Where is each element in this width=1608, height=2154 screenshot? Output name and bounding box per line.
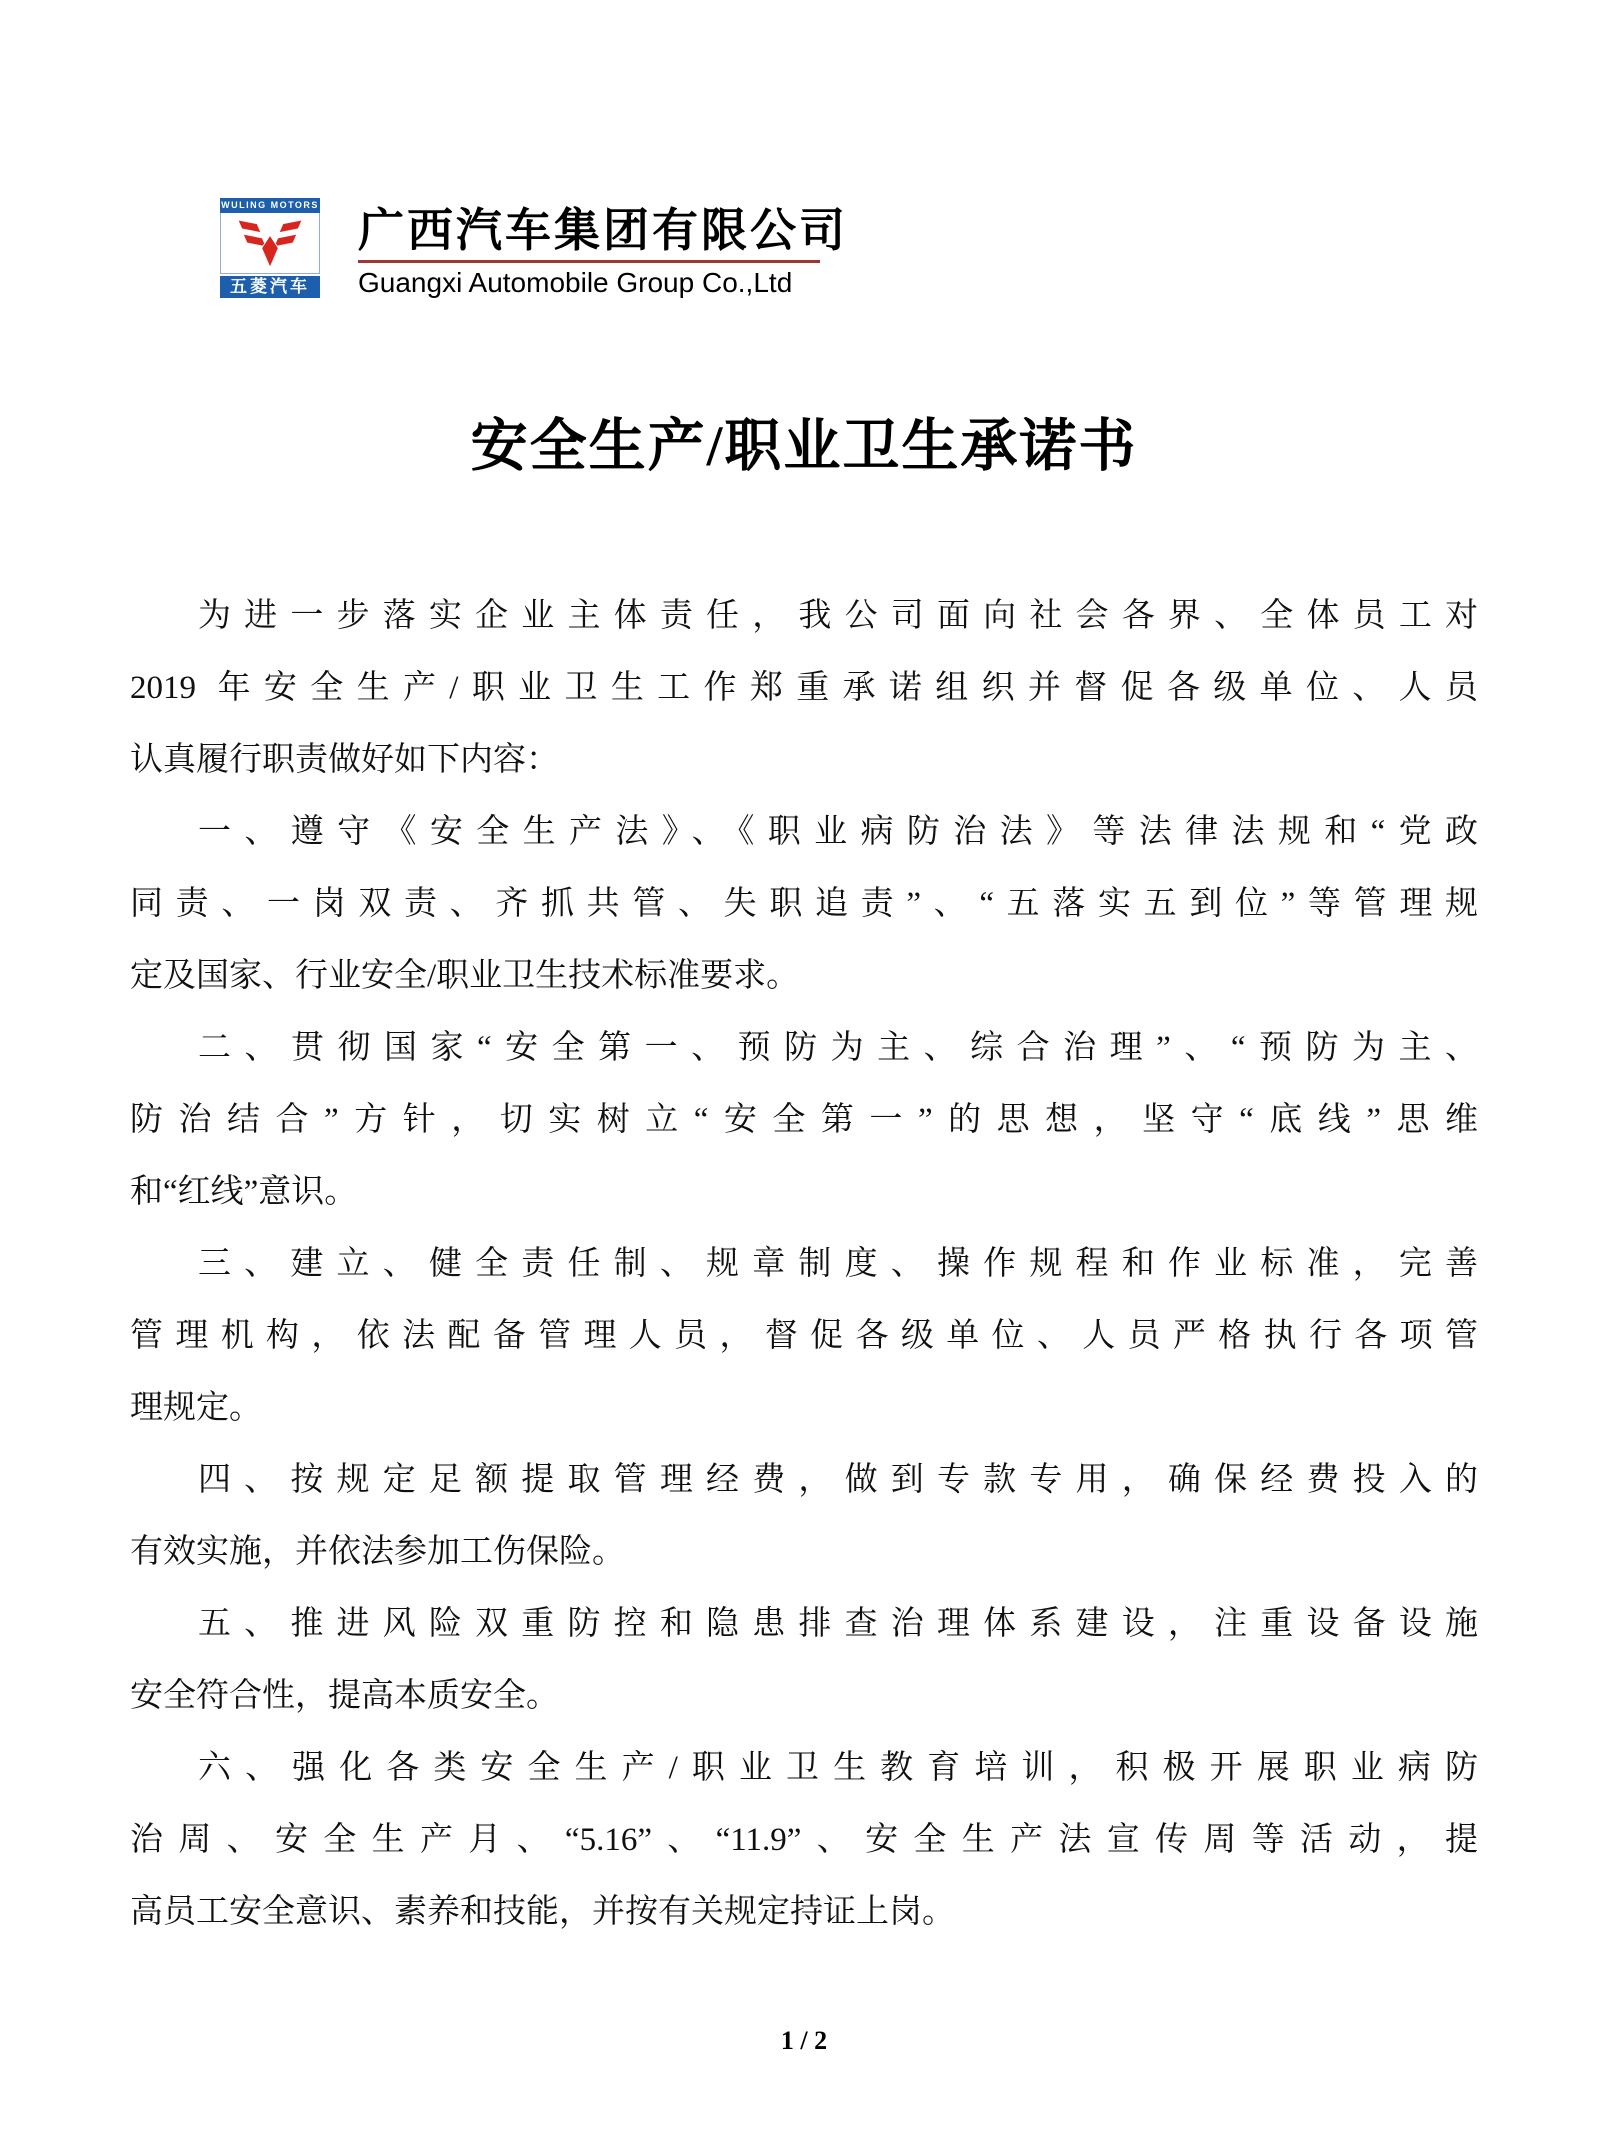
- document-body: [130, 580, 1478, 1948]
- body-line: 二、贯彻国家“安全第一、预防为主、综合治理”、“预防为主、: [198, 1030, 1478, 1066]
- body-line: 认真履行职责做好如下内容：: [130, 742, 559, 778]
- body-line: 五、推进风险双重防控和隐患排查治理体系建设，注重设备设施: [198, 1606, 1478, 1642]
- letterhead-divider: [358, 260, 820, 263]
- page-number: 1 / 2: [780, 2026, 828, 2055]
- letterhead: [220, 198, 848, 298]
- document-title: 安全生产/职业卫生承诺书: [470, 415, 1138, 478]
- body-line: 安全符合性，提高本质安全。: [130, 1678, 559, 1714]
- logo-bottom-label: 五菱汽车: [220, 276, 320, 298]
- body-line: 管理机构，依法配备管理人员，督促各级单位、人员严格执行各项管: [130, 1318, 1478, 1354]
- logo-top-label: WULING MOTORS: [220, 198, 320, 213]
- body-line: 防治结合”方针，切实树立“安全第一”的思想，坚守“底线”思维: [130, 1102, 1478, 1138]
- body-line: 有效实施，并依法参加工伤保险。: [130, 1534, 625, 1570]
- body-line: 为进一步落实企业主体责任，我公司面向社会各界、全体员工对: [198, 598, 1478, 634]
- body-line: 理规定。: [130, 1390, 262, 1426]
- company-name-cn: 广西汽车集团有限公司: [358, 204, 848, 256]
- body-line: 三、建立、健全责任制、规章制度、操作规程和作业标准，完善: [198, 1246, 1478, 1282]
- body-line: 高员工安全意识、素养和技能，并按有关规定持证上岗。: [130, 1894, 955, 1930]
- wuling-w-icon: [227, 216, 313, 270]
- body-line: 一、遵守《安全生产法》、《职业病防治法》等法律法规和“党政: [198, 814, 1478, 850]
- body-line: 六、强化各类安全生产/职业卫生教育培训，积极开展职业病防: [198, 1750, 1478, 1786]
- wuling-logo: [220, 198, 320, 298]
- body-line: 2019 年安全生产/职业卫生工作郑重承诺组织并督促各级单位、人员: [130, 670, 1478, 706]
- company-name-block: [358, 198, 848, 298]
- body-line: 和“红线”意识。: [130, 1174, 358, 1210]
- company-name-en: Guangxi Automobile Group Co.,Ltd: [358, 267, 793, 298]
- body-line: 同责、一岗双责、齐抓共管、失职追责”、“五落实五到位”等管理规: [130, 886, 1478, 922]
- body-line: 定及国家、行业安全/职业卫生技术标准要求。: [130, 958, 800, 994]
- body-line: 四、按规定足额提取管理经费，做到专款专用，确保经费投入的: [198, 1462, 1478, 1498]
- body-line: 治周、安全生产月、“5.16”、“11.9”、安全生产法宣传周等活动，提: [130, 1822, 1478, 1858]
- logo-mark-box: [220, 213, 320, 274]
